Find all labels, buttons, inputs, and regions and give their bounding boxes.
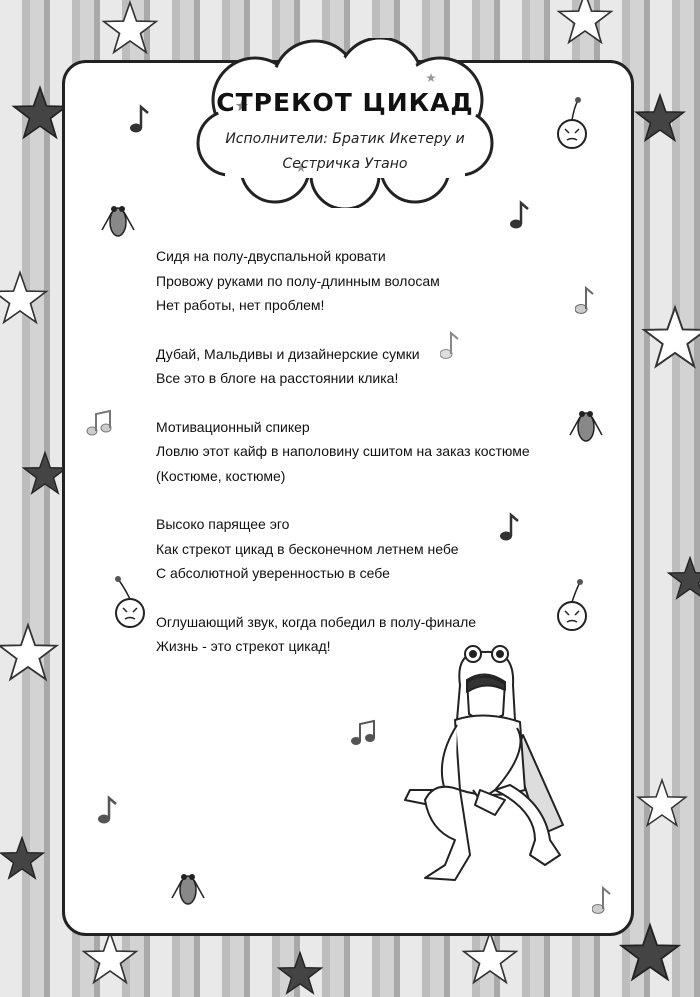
star-icon (621, 925, 678, 979)
character-illustration (385, 640, 585, 895)
lyric-line: Высоко парящее эго (156, 516, 290, 532)
stanza (156, 415, 576, 489)
performers (200, 127, 490, 176)
cicada-icon (170, 868, 206, 908)
cicada-icon (100, 200, 136, 240)
stanza (156, 244, 576, 318)
lyric-line: С абсолютной уверенностью в себе (156, 565, 390, 581)
lyric-line: Дубай, Мальдивы и дизайнерские сумки (156, 345, 420, 362)
lyric-line: Мотивационный спикер (156, 418, 310, 435)
performers-line: Исполнители: Братик Икетеру и (225, 131, 465, 147)
music-note-icon (98, 795, 118, 825)
stanza (156, 342, 576, 391)
music-note-icon (130, 104, 150, 134)
music-note-icon (592, 885, 612, 915)
lyric-line: Жизнь - это стрекот цикад! (156, 638, 331, 654)
music-note-icon (510, 200, 530, 230)
star-icon (0, 273, 46, 323)
lyric-line: Провожу руками по полу-длинным волосам (156, 272, 440, 289)
lyric-line: Нет работы, нет проблем! (156, 297, 325, 313)
music-note-icon (575, 285, 595, 315)
star-icon (84, 933, 136, 983)
star-icon (638, 780, 686, 825)
lyric-line: Оглушающий звук, когда победил в полу-финале (156, 613, 477, 630)
lyric-line: Как стрекот цикад в бесконечном летнем небе (156, 540, 459, 557)
star-icon (104, 2, 156, 52)
lyric-line: (Костюме, костюме) (156, 467, 286, 484)
music-note-icon (500, 512, 520, 542)
star-icon (0, 625, 57, 679)
cicada-icon (568, 405, 604, 445)
star-icon (636, 95, 684, 140)
star-icon (1, 838, 44, 879)
music-note-icon (350, 718, 376, 746)
star-icon (24, 453, 67, 494)
song-title: СТРЕКОТ ЦИКАД (216, 88, 474, 117)
bomb-icon (552, 96, 592, 154)
music-note-icon (440, 330, 460, 360)
lyric-line: Все это в блоге на расстоянии клика! (156, 370, 399, 386)
bomb-icon (110, 575, 150, 633)
performers-line: Сестричка Утано (282, 155, 408, 172)
lyrics (156, 244, 576, 683)
star-icon (464, 933, 516, 983)
music-note-icon (86, 408, 112, 436)
lyric-line: Ловлю этот кайф в наполовину сшитом на заказ костюме (156, 443, 530, 459)
bomb-icon (552, 578, 592, 636)
star-icon (669, 558, 700, 599)
star-icon (279, 953, 322, 994)
star-icon (14, 88, 66, 138)
lyric-line: Сидя на полу-двуспальной кровати (156, 248, 386, 264)
star-icon (559, 0, 611, 42)
title-cloud (195, 38, 495, 208)
star-icon (644, 308, 700, 367)
